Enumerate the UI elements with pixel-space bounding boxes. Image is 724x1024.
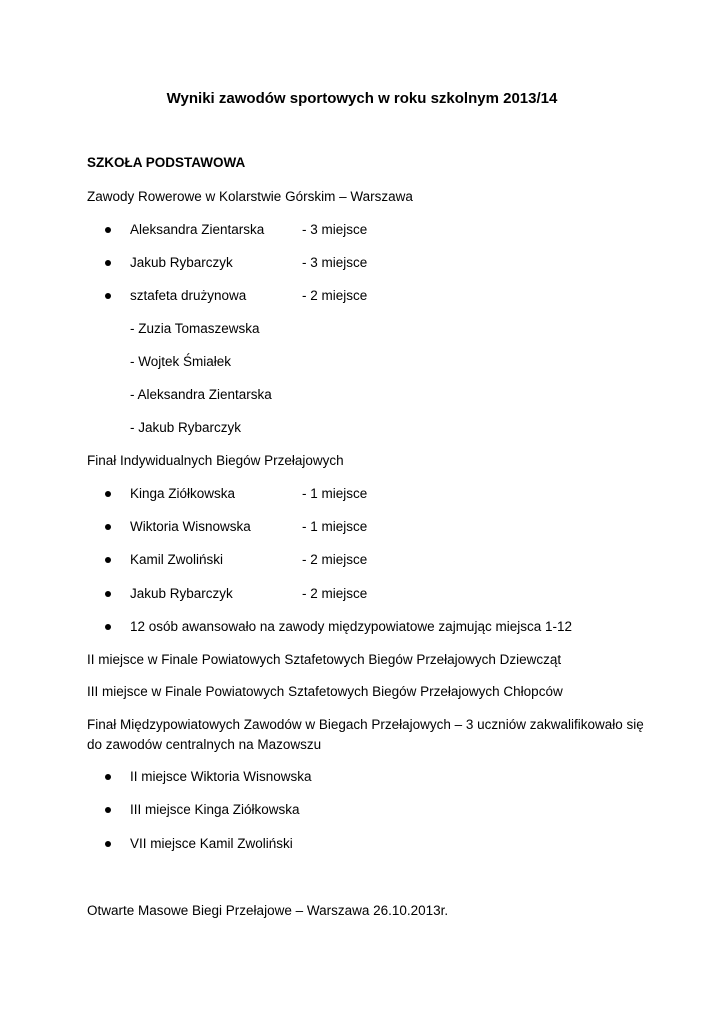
- bullet-icon: [105, 227, 111, 233]
- result-name: Jakub Rybarczyk: [130, 255, 233, 270]
- document-title: Wyniki zawodów sportowych w roku szkolnym 2013/14: [166, 90, 558, 107]
- result-place: - 1 miejsce: [302, 486, 368, 501]
- section-heading: SZKOŁA PODSTAWOWA: [87, 155, 246, 170]
- result-name: Wiktoria Wisnowska: [130, 519, 251, 534]
- girls-relay-result: II miejsce w Finale Powiatowych Sztafetowych Biegów Przełajowych Dziewcząt: [87, 652, 562, 667]
- result-name: Kamil Zwoliński: [130, 552, 224, 567]
- result-place: - 2 miejsce: [302, 552, 368, 567]
- event-title-interdistrict: Finał Międzypowiatowych Zawodów w Biegach Przełajowych – 3 uczniów zakwalifikowało się: [87, 717, 644, 732]
- bullet-icon: [105, 807, 111, 813]
- bullet-icon: [105, 624, 111, 630]
- result-note: 12 osób awansowało na zawody międzypowiatowe zajmując miejsca 1-12: [130, 619, 572, 634]
- bullet-icon: [105, 557, 111, 563]
- event-title-interdistrict-cont: do zawodów centralnych na Mazowszu: [87, 737, 322, 752]
- boys-relay-result: III miejsce w Finale Powiatowych Sztafetowych Biegów Przełajowych Chłopców: [87, 684, 563, 699]
- bullet-icon: [105, 293, 111, 299]
- bullet-icon: [105, 591, 111, 597]
- event-title-cycling: Zawody Rowerowe w Kolarstwie Górskim – Warszawa: [87, 189, 413, 204]
- result-item: VII miejsce Kamil Zwoliński: [130, 836, 293, 851]
- relay-member: - Wojtek Śmiałek: [130, 354, 232, 369]
- bullet-icon: [105, 491, 111, 497]
- relay-member: - Jakub Rybarczyk: [130, 420, 242, 435]
- result-name: Jakub Rybarczyk: [130, 586, 233, 601]
- bullet-icon: [105, 524, 111, 530]
- bullet-icon: [105, 774, 111, 780]
- event-title-cross-country: Finał Indywidualnych Biegów Przełajowych: [87, 453, 344, 468]
- result-place: - 1 miejsce: [302, 519, 368, 534]
- bullet-icon: [105, 841, 111, 847]
- event-title-mass-race: Otwarte Masowe Biegi Przełajowe – Warszawa 26.10.2013r.: [87, 903, 449, 918]
- bullet-icon: [105, 260, 111, 266]
- result-place: - 3 miejsce: [302, 222, 368, 237]
- result-name: Kinga Ziółkowska: [130, 486, 236, 501]
- result-name: Aleksandra Zientarska: [130, 222, 265, 237]
- result-place: - 3 miejsce: [302, 255, 368, 270]
- result-item: III miejsce Kinga Ziółkowska: [130, 802, 300, 817]
- result-place: - 2 miejsce: [302, 586, 368, 601]
- result-place: - 2 miejsce: [302, 288, 368, 303]
- relay-member: - Aleksandra Zientarska: [130, 387, 272, 402]
- result-name: sztafeta drużynowa: [130, 288, 247, 303]
- relay-member: - Zuzia Tomaszewska: [130, 321, 260, 336]
- result-item: II miejsce Wiktoria Wisnowska: [130, 769, 312, 784]
